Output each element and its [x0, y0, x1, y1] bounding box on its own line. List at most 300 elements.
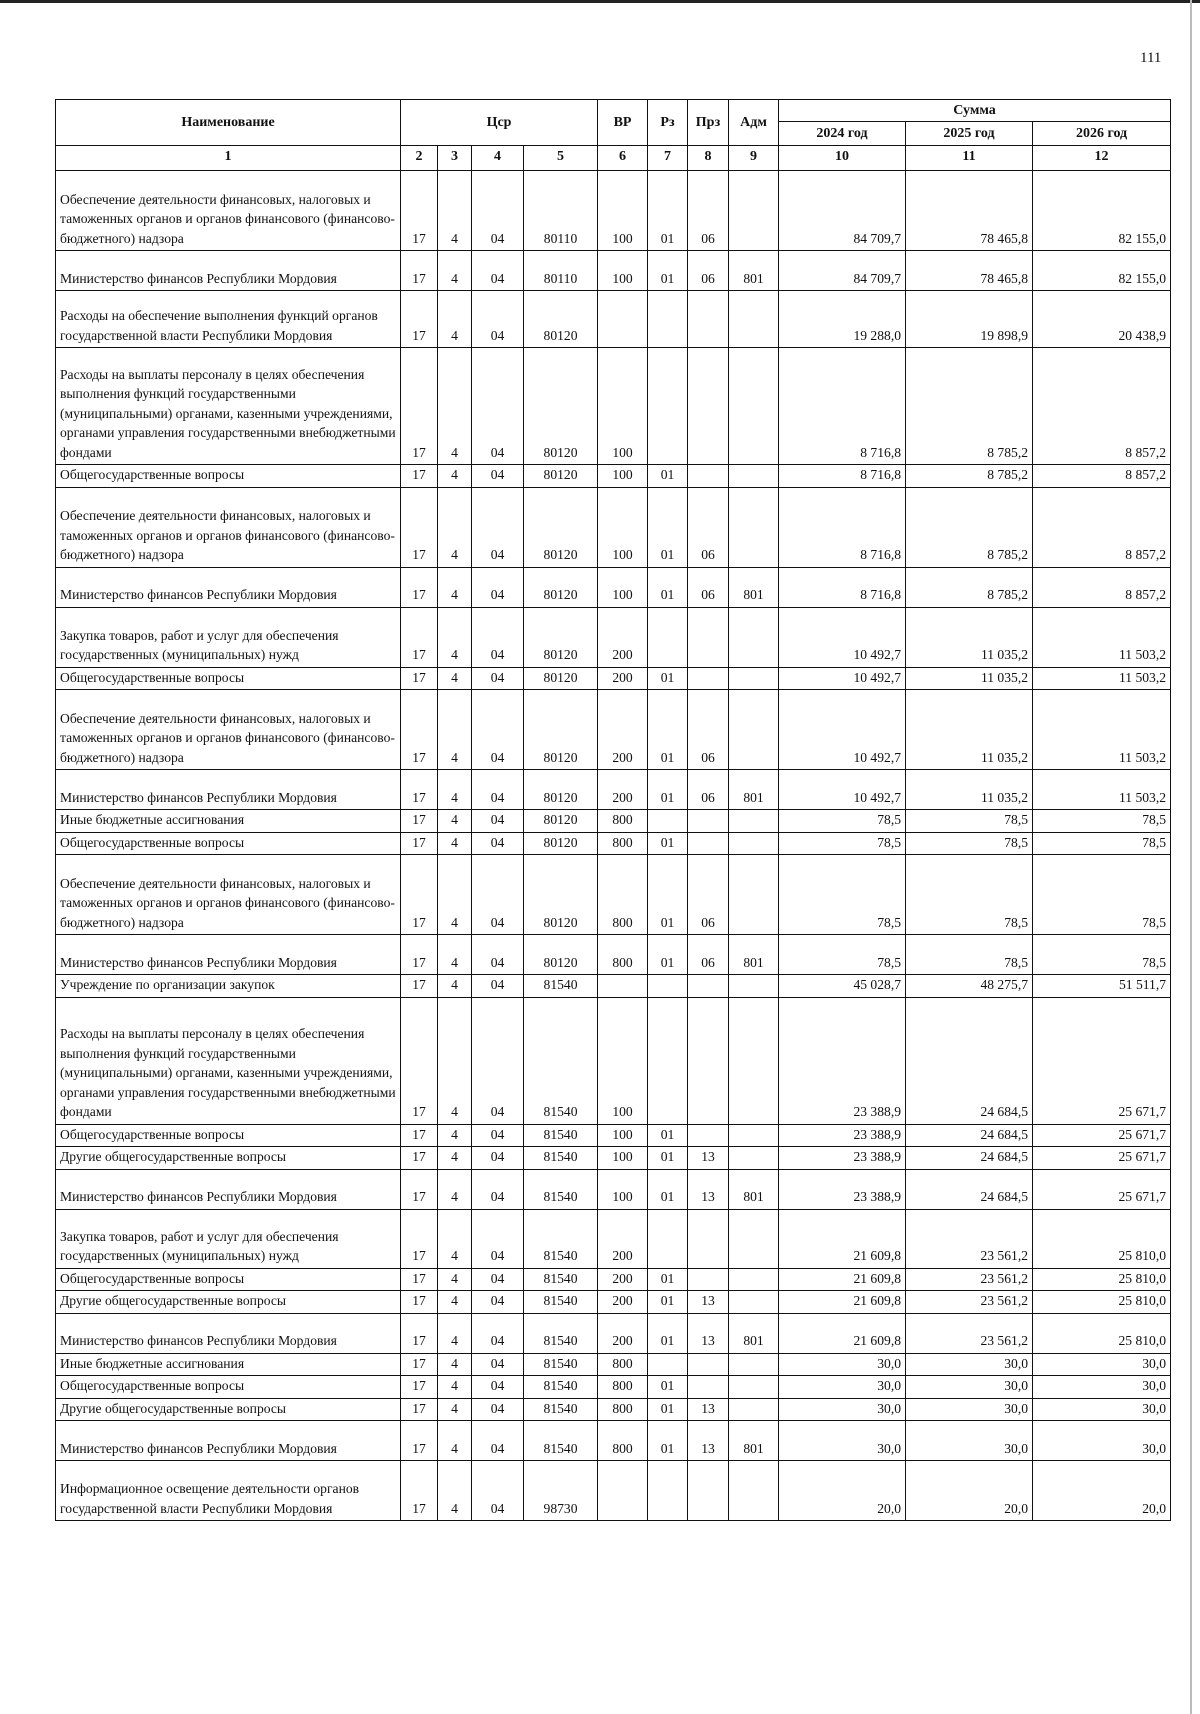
csr-part-2: 4	[438, 1461, 472, 1521]
sum-2025: 78,5	[906, 935, 1033, 975]
sum-2025: 24 684,5	[906, 1169, 1033, 1209]
sum-2025: 8 785,2	[906, 487, 1033, 567]
csr-part-1: 17	[401, 855, 438, 935]
prz-code	[688, 1268, 729, 1291]
vr-code: 200	[598, 1291, 648, 1314]
table-row	[56, 1398, 1171, 1421]
rz-code: 01	[648, 1398, 688, 1421]
table-row	[56, 251, 1171, 291]
csr-part-4: 80120	[524, 465, 598, 488]
row-name: Обеспечение деятельности финансовых, налоговых и таможенных органов и органов финансового (финансово-бюджетного) надзора	[56, 487, 401, 567]
sum-2025: 24 684,5	[906, 997, 1033, 1124]
vr-code: 800	[598, 832, 648, 855]
column-number: 10	[779, 146, 906, 171]
rz-code: 01	[648, 935, 688, 975]
row-name: Министерство финансов Республики Мордовия	[56, 1421, 401, 1461]
sum-2026: 78,5	[1033, 832, 1171, 855]
vr-code: 100	[598, 348, 648, 465]
prz-code: 13	[688, 1291, 729, 1314]
csr-part-2: 4	[438, 1421, 472, 1461]
sum-2025: 30,0	[906, 1421, 1033, 1461]
row-name: Расходы на выплаты персоналу в целях обеспечения выполнения функций государственными (муниципальными) органами, казенными учреждениями, органами управления государственными внебюджетными фондами	[56, 997, 401, 1124]
csr-part-1: 17	[401, 465, 438, 488]
table-row	[56, 667, 1171, 690]
table-row	[56, 1461, 1171, 1521]
adm-code: 801	[729, 1421, 779, 1461]
csr-part-1: 17	[401, 348, 438, 465]
sum-2024: 19 288,0	[779, 291, 906, 348]
header-year-2024: 2024 год	[779, 122, 906, 146]
page-number: 111	[1140, 50, 1162, 66]
adm-code	[729, 832, 779, 855]
table-row	[56, 1268, 1171, 1291]
csr-part-1: 17	[401, 1313, 438, 1353]
sum-2026: 25 671,7	[1033, 1169, 1171, 1209]
sum-2024: 84 709,7	[779, 171, 906, 251]
sum-2026: 20 438,9	[1033, 291, 1171, 348]
csr-part-4: 80120	[524, 567, 598, 607]
sum-2025: 24 684,5	[906, 1147, 1033, 1170]
adm-code	[729, 465, 779, 488]
csr-part-2: 4	[438, 487, 472, 567]
sum-2026: 30,0	[1033, 1376, 1171, 1399]
csr-part-4: 80110	[524, 251, 598, 291]
sum-2025: 8 785,2	[906, 567, 1033, 607]
csr-part-4: 80120	[524, 855, 598, 935]
vr-code: 800	[598, 1376, 648, 1399]
adm-code	[729, 1209, 779, 1268]
sum-2026: 25 671,7	[1033, 1147, 1171, 1170]
vr-code: 200	[598, 1268, 648, 1291]
sum-2026: 25 810,0	[1033, 1313, 1171, 1353]
sum-2025: 48 275,7	[906, 975, 1033, 998]
rz-code: 01	[648, 770, 688, 810]
sum-2026: 82 155,0	[1033, 251, 1171, 291]
sum-2025: 30,0	[906, 1398, 1033, 1421]
sum-2025: 19 898,9	[906, 291, 1033, 348]
csr-part-2: 4	[438, 567, 472, 607]
csr-part-3: 04	[472, 832, 524, 855]
rz-code: 01	[648, 251, 688, 291]
prz-code	[688, 1461, 729, 1521]
sum-2025: 78,5	[906, 832, 1033, 855]
csr-part-1: 17	[401, 1291, 438, 1314]
table-row	[56, 770, 1171, 810]
row-name: Другие общегосударственные вопросы	[56, 1398, 401, 1421]
vr-code: 200	[598, 770, 648, 810]
csr-part-1: 17	[401, 1147, 438, 1170]
sum-2025: 23 561,2	[906, 1209, 1033, 1268]
adm-code: 801	[729, 935, 779, 975]
rz-code	[648, 1461, 688, 1521]
csr-part-1: 17	[401, 667, 438, 690]
csr-part-3: 04	[472, 1169, 524, 1209]
rz-code	[648, 607, 688, 667]
sum-2024: 78,5	[779, 855, 906, 935]
csr-part-2: 4	[438, 667, 472, 690]
rz-code: 01	[648, 1376, 688, 1399]
rz-code: 01	[648, 832, 688, 855]
sum-2025: 78 465,8	[906, 251, 1033, 291]
sum-2025: 11 035,2	[906, 690, 1033, 770]
rz-code	[648, 997, 688, 1124]
csr-part-1: 17	[401, 1268, 438, 1291]
prz-code	[688, 667, 729, 690]
sum-2026: 11 503,2	[1033, 667, 1171, 690]
sum-2024: 23 388,9	[779, 1147, 906, 1170]
vr-code: 100	[598, 1147, 648, 1170]
vr-code: 100	[598, 171, 648, 251]
row-name: Министерство финансов Республики Мордовия	[56, 770, 401, 810]
adm-code	[729, 1124, 779, 1147]
column-number: 5	[524, 146, 598, 171]
table-row	[56, 567, 1171, 607]
csr-part-2: 4	[438, 1147, 472, 1170]
adm-code	[729, 1353, 779, 1376]
header-vr: ВР	[598, 100, 648, 146]
csr-part-3: 04	[472, 855, 524, 935]
column-number: 12	[1033, 146, 1171, 171]
csr-part-2: 4	[438, 291, 472, 348]
csr-part-4: 80120	[524, 770, 598, 810]
sum-2026: 78,5	[1033, 810, 1171, 833]
csr-part-2: 4	[438, 1353, 472, 1376]
scan-top-edge	[0, 0, 1200, 3]
sum-2025: 78 465,8	[906, 171, 1033, 251]
csr-part-3: 04	[472, 171, 524, 251]
csr-part-1: 17	[401, 607, 438, 667]
csr-part-3: 04	[472, 975, 524, 998]
rz-code	[648, 1209, 688, 1268]
prz-code	[688, 1353, 729, 1376]
adm-code	[729, 1461, 779, 1521]
rz-code: 01	[648, 1147, 688, 1170]
sum-2026: 8 857,2	[1033, 487, 1171, 567]
column-number: 1	[56, 146, 401, 171]
csr-part-4: 80120	[524, 291, 598, 348]
sum-2026: 30,0	[1033, 1353, 1171, 1376]
sum-2024: 8 716,8	[779, 465, 906, 488]
csr-part-3: 04	[472, 770, 524, 810]
table-row	[56, 171, 1171, 251]
table-row	[56, 607, 1171, 667]
csr-part-3: 04	[472, 1353, 524, 1376]
prz-code	[688, 1376, 729, 1399]
csr-part-4: 80110	[524, 171, 598, 251]
csr-part-4: 81540	[524, 1313, 598, 1353]
sum-2024: 21 609,8	[779, 1209, 906, 1268]
sum-2025: 8 785,2	[906, 465, 1033, 488]
table-row	[56, 832, 1171, 855]
csr-part-3: 04	[472, 1291, 524, 1314]
sum-2024: 10 492,7	[779, 607, 906, 667]
csr-part-2: 4	[438, 1124, 472, 1147]
row-name: Общегосударственные вопросы	[56, 832, 401, 855]
csr-part-4: 80120	[524, 832, 598, 855]
adm-code: 801	[729, 251, 779, 291]
row-name: Министерство финансов Республики Мордовия	[56, 1169, 401, 1209]
adm-code	[729, 487, 779, 567]
sum-2026: 82 155,0	[1033, 171, 1171, 251]
csr-part-3: 04	[472, 1313, 524, 1353]
csr-part-3: 04	[472, 1398, 524, 1421]
header-rz: Рз	[648, 100, 688, 146]
csr-part-1: 17	[401, 251, 438, 291]
csr-part-3: 04	[472, 1209, 524, 1268]
sum-2026: 11 503,2	[1033, 607, 1171, 667]
adm-code	[729, 291, 779, 348]
csr-part-1: 17	[401, 975, 438, 998]
vr-code: 800	[598, 1353, 648, 1376]
prz-code: 13	[688, 1398, 729, 1421]
sum-2026: 25 671,7	[1033, 1124, 1171, 1147]
csr-part-3: 04	[472, 690, 524, 770]
csr-part-2: 4	[438, 770, 472, 810]
csr-part-1: 17	[401, 567, 438, 607]
sum-2025: 23 561,2	[906, 1313, 1033, 1353]
csr-part-4: 81540	[524, 975, 598, 998]
prz-code	[688, 607, 729, 667]
row-name: Расходы на выплаты персоналу в целях обеспечения выполнения функций государственными (муниципальными) органами, казенными учреждениями, органами управления государственными внебюджетными фондами	[56, 348, 401, 465]
prz-code: 06	[688, 487, 729, 567]
table-row	[56, 348, 1171, 465]
csr-part-3: 04	[472, 567, 524, 607]
row-name: Обеспечение деятельности финансовых, налоговых и таможенных органов и органов финансового (финансово-бюджетного) надзора	[56, 690, 401, 770]
header-year-2026: 2026 год	[1033, 122, 1171, 146]
csr-part-3: 04	[472, 997, 524, 1124]
csr-part-4: 80120	[524, 607, 598, 667]
rz-code	[648, 975, 688, 998]
csr-part-1: 17	[401, 291, 438, 348]
csr-part-4: 80120	[524, 667, 598, 690]
csr-part-1: 17	[401, 171, 438, 251]
adm-code	[729, 855, 779, 935]
prz-code	[688, 997, 729, 1124]
header-name: Наименование	[56, 100, 401, 146]
rz-code: 01	[648, 1313, 688, 1353]
vr-code: 100	[598, 1169, 648, 1209]
prz-code	[688, 348, 729, 465]
prz-code	[688, 291, 729, 348]
sum-2024: 23 388,9	[779, 997, 906, 1124]
scan-right-edge	[1190, 0, 1192, 1714]
csr-part-4: 81540	[524, 1291, 598, 1314]
csr-part-4: 81540	[524, 1268, 598, 1291]
adm-code	[729, 667, 779, 690]
prz-code: 13	[688, 1147, 729, 1170]
csr-part-4: 81540	[524, 1398, 598, 1421]
table-row	[56, 1353, 1171, 1376]
row-name: Расходы на обеспечение выполнения функций органов государственной власти Республики Мордовия	[56, 291, 401, 348]
sum-2026: 78,5	[1033, 855, 1171, 935]
rz-code: 01	[648, 667, 688, 690]
sum-2026: 20,0	[1033, 1461, 1171, 1521]
table-body	[56, 171, 1171, 1521]
csr-part-1: 17	[401, 1353, 438, 1376]
adm-code	[729, 1147, 779, 1170]
csr-part-3: 04	[472, 251, 524, 291]
csr-part-4: 81540	[524, 1147, 598, 1170]
csr-part-4: 80120	[524, 487, 598, 567]
column-number: 2	[401, 146, 438, 171]
adm-code	[729, 1268, 779, 1291]
vr-code: 800	[598, 935, 648, 975]
adm-code: 801	[729, 1169, 779, 1209]
sum-2025: 78,5	[906, 810, 1033, 833]
csr-part-3: 04	[472, 1147, 524, 1170]
rz-code: 01	[648, 855, 688, 935]
table-row	[56, 1209, 1171, 1268]
sum-2025: 11 035,2	[906, 770, 1033, 810]
csr-part-2: 4	[438, 1209, 472, 1268]
sum-2024: 10 492,7	[779, 667, 906, 690]
row-name: Общегосударственные вопросы	[56, 465, 401, 488]
row-name: Иные бюджетные ассигнования	[56, 1353, 401, 1376]
sum-2024: 8 716,8	[779, 567, 906, 607]
csr-part-2: 4	[438, 832, 472, 855]
adm-code: 801	[729, 567, 779, 607]
csr-part-3: 04	[472, 1268, 524, 1291]
prz-code: 13	[688, 1313, 729, 1353]
csr-part-4: 81540	[524, 1124, 598, 1147]
sum-2024: 30,0	[779, 1353, 906, 1376]
row-name: Другие общегосударственные вопросы	[56, 1291, 401, 1314]
rz-code: 01	[648, 465, 688, 488]
row-name: Другие общегосударственные вопросы	[56, 1147, 401, 1170]
sum-2025: 20,0	[906, 1461, 1033, 1521]
sum-2026: 25 810,0	[1033, 1209, 1171, 1268]
csr-part-4: 81540	[524, 1169, 598, 1209]
column-number: 6	[598, 146, 648, 171]
vr-code: 200	[598, 690, 648, 770]
vr-code: 100	[598, 997, 648, 1124]
row-name: Общегосударственные вопросы	[56, 1124, 401, 1147]
rz-code: 01	[648, 1169, 688, 1209]
sum-2024: 78,5	[779, 810, 906, 833]
sum-2024: 10 492,7	[779, 770, 906, 810]
sum-2025: 30,0	[906, 1376, 1033, 1399]
csr-part-4: 80120	[524, 935, 598, 975]
csr-part-2: 4	[438, 975, 472, 998]
csr-part-2: 4	[438, 810, 472, 833]
prz-code	[688, 832, 729, 855]
rz-code: 01	[648, 487, 688, 567]
csr-part-1: 17	[401, 1398, 438, 1421]
column-number: 4	[472, 146, 524, 171]
sum-2026: 25 810,0	[1033, 1291, 1171, 1314]
csr-part-1: 17	[401, 810, 438, 833]
sum-2024: 23 388,9	[779, 1169, 906, 1209]
prz-code: 13	[688, 1169, 729, 1209]
rz-code	[648, 1353, 688, 1376]
csr-part-4: 81540	[524, 1353, 598, 1376]
row-name: Министерство финансов Республики Мордовия	[56, 935, 401, 975]
sum-2024: 84 709,7	[779, 251, 906, 291]
sum-2024: 21 609,8	[779, 1291, 906, 1314]
adm-code	[729, 171, 779, 251]
sum-2024: 30,0	[779, 1421, 906, 1461]
row-name: Иные бюджетные ассигнования	[56, 810, 401, 833]
csr-part-4: 80120	[524, 810, 598, 833]
prz-code: 06	[688, 251, 729, 291]
table-row	[56, 690, 1171, 770]
csr-part-3: 04	[472, 1461, 524, 1521]
csr-part-3: 04	[472, 465, 524, 488]
sum-2025: 11 035,2	[906, 607, 1033, 667]
csr-part-3: 04	[472, 935, 524, 975]
csr-part-2: 4	[438, 348, 472, 465]
vr-code	[598, 975, 648, 998]
vr-code: 100	[598, 251, 648, 291]
prz-code: 13	[688, 1421, 729, 1461]
table-row	[56, 997, 1171, 1124]
sum-2025: 8 785,2	[906, 348, 1033, 465]
sum-2024: 20,0	[779, 1461, 906, 1521]
csr-part-2: 4	[438, 1169, 472, 1209]
csr-part-4: 81540	[524, 997, 598, 1124]
csr-part-2: 4	[438, 1268, 472, 1291]
sum-2026: 51 511,7	[1033, 975, 1171, 998]
sum-2024: 78,5	[779, 935, 906, 975]
table-row	[56, 1169, 1171, 1209]
adm-code	[729, 1376, 779, 1399]
row-name: Закупка товаров, работ и услуг для обеспечения государственных (муниципальных) нужд	[56, 607, 401, 667]
sum-2024: 8 716,8	[779, 348, 906, 465]
table-row	[56, 1291, 1171, 1314]
table-row	[56, 810, 1171, 833]
column-number: 8	[688, 146, 729, 171]
adm-code	[729, 690, 779, 770]
column-number: 3	[438, 146, 472, 171]
sum-2026: 25 810,0	[1033, 1268, 1171, 1291]
csr-part-1: 17	[401, 487, 438, 567]
csr-part-1: 17	[401, 1376, 438, 1399]
csr-part-3: 04	[472, 487, 524, 567]
header-prz: Прз	[688, 100, 729, 146]
table-row	[56, 1421, 1171, 1461]
adm-code	[729, 810, 779, 833]
csr-part-2: 4	[438, 1398, 472, 1421]
csr-part-3: 04	[472, 1124, 524, 1147]
rz-code: 01	[648, 1291, 688, 1314]
row-name: Министерство финансов Республики Мордовия	[56, 1313, 401, 1353]
sum-2024: 45 028,7	[779, 975, 906, 998]
csr-part-2: 4	[438, 935, 472, 975]
sum-2024: 30,0	[779, 1376, 906, 1399]
csr-part-3: 04	[472, 1376, 524, 1399]
csr-part-3: 04	[472, 810, 524, 833]
sum-2025: 24 684,5	[906, 1124, 1033, 1147]
prz-code	[688, 810, 729, 833]
csr-part-2: 4	[438, 855, 472, 935]
adm-code	[729, 1398, 779, 1421]
row-name: Информационное освещение деятельности органов государственной власти Республики Мордовия	[56, 1461, 401, 1521]
vr-code: 100	[598, 465, 648, 488]
row-name: Министерство финансов Республики Мордовия	[56, 251, 401, 291]
sum-2024: 23 388,9	[779, 1124, 906, 1147]
rz-code	[648, 291, 688, 348]
prz-code	[688, 465, 729, 488]
sum-2026: 30,0	[1033, 1421, 1171, 1461]
vr-code: 800	[598, 855, 648, 935]
prz-code	[688, 975, 729, 998]
csr-part-1: 17	[401, 1124, 438, 1147]
vr-code: 100	[598, 487, 648, 567]
csr-part-4: 81540	[524, 1376, 598, 1399]
table-row	[56, 1147, 1171, 1170]
table-row	[56, 975, 1171, 998]
budget-table	[55, 99, 1171, 1521]
